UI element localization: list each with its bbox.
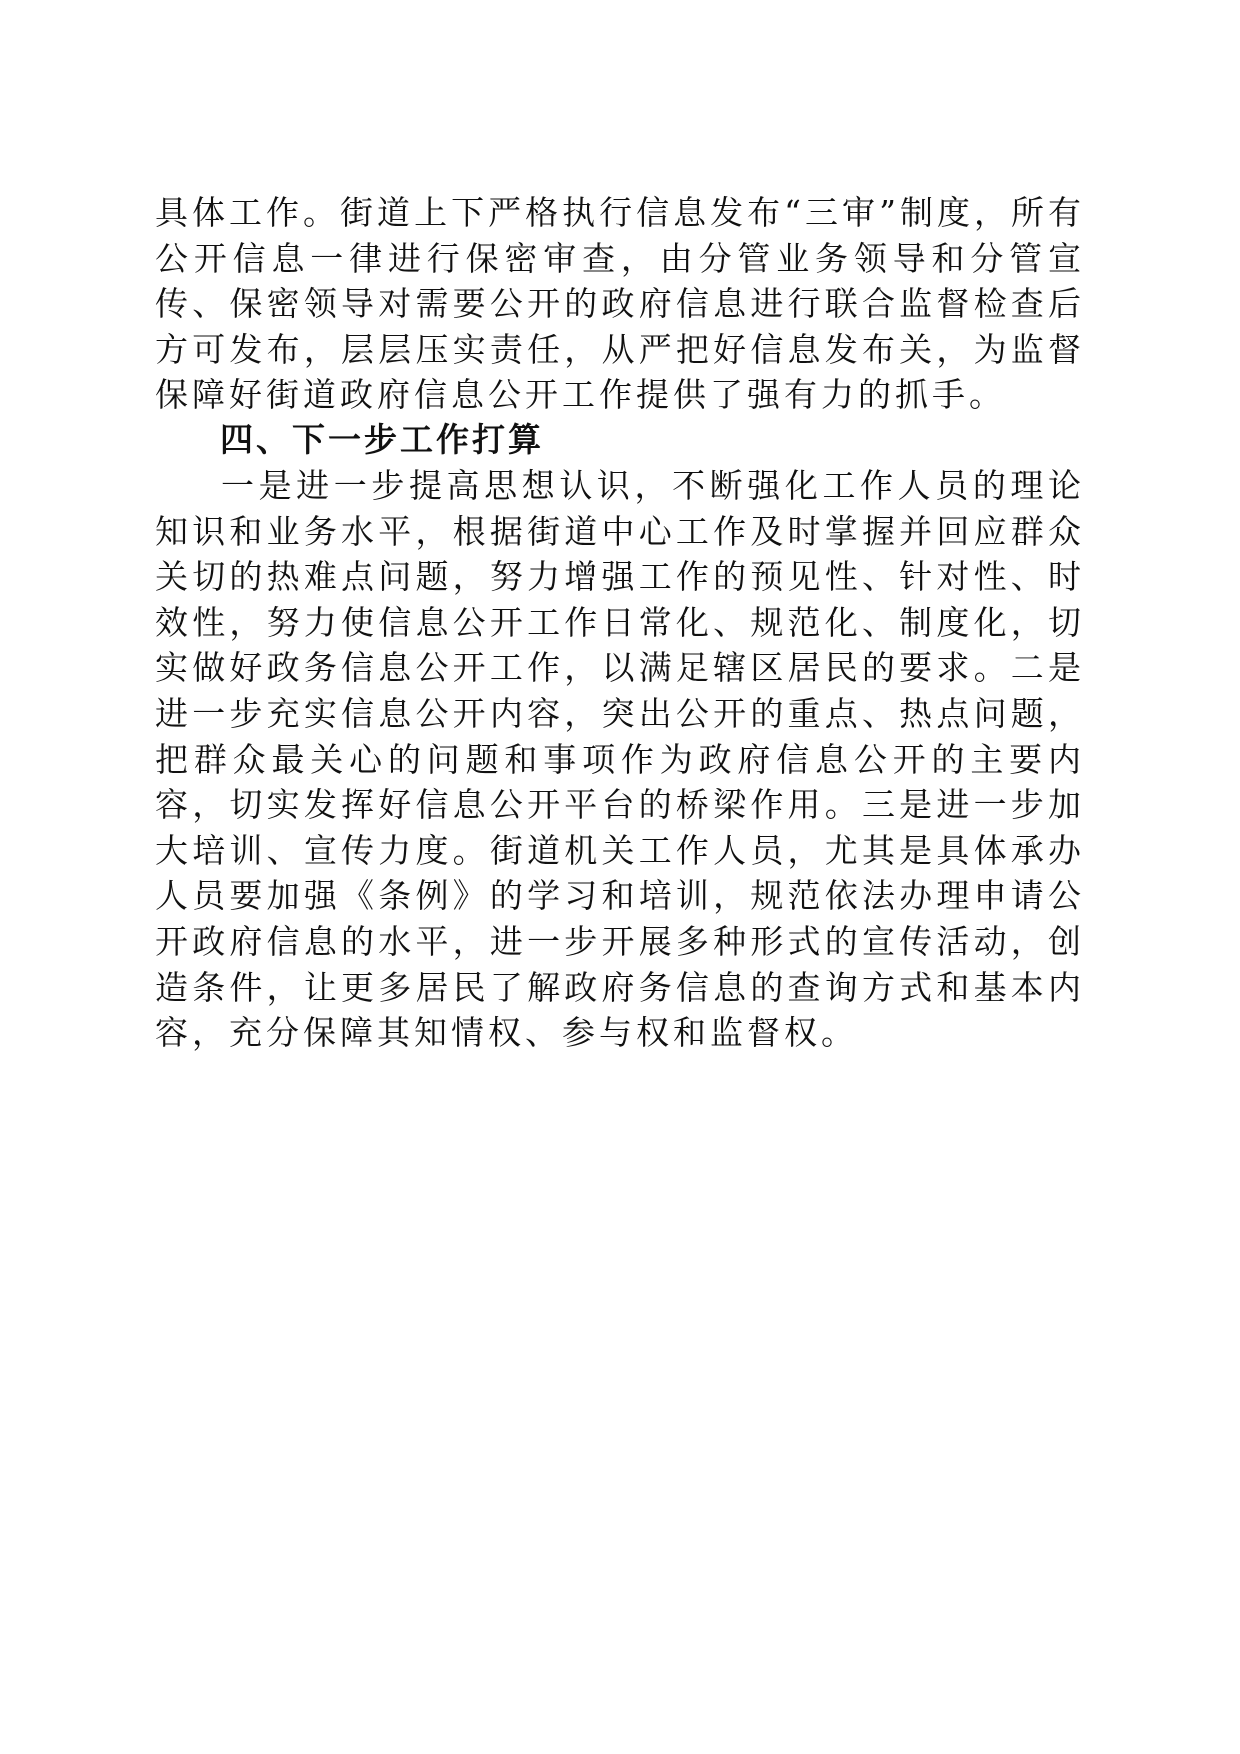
section-heading: 四、下一步工作打算 bbox=[220, 420, 544, 459]
body-paragraph-2: 一是进一步提高思想认识，不断强化工作人员的理论知识和业务水平，根据街道中心工作及时掌握并回应群众关切的热难点问题，努力增强工作的预见性、针对性、时效性，努力使信息公开工作日常化、规范化、制度化，切实做好政务信息公开工作，以满足辖区居民的要求。二是进一步充实信息公开内容，突出公开的重点、热点问题，把群众最关心的问题和事项作为政府信息公开的主要内容，切实发挥好信息公开平台的桥梁作用。三是进一步加大培训、宣传力度。街道机关工作人员，尤其是具体承办人员要加强《条例》的学习和培训，规范依法办理申请公开政府信息的水平，进一步开展多种形式的宣传活动，创造条件，让更多居民了解政府务信息的查询方式和基本内容，充分保障其知情权、参与权和监督权。 bbox=[155, 466, 1085, 1053]
body-paragraph-1: 具体工作。街道上下严格执行信息发布“三审”制度，所有公开信息一律进行保密审查，由分管业务领导和分管宣传、保密领导对需要公开的政府信息进行联合监督检查后方可发布，层层压实责任，从严把好信息发布关，为监督保障好街道政府信息公开工作提供了强有力的抓手。 bbox=[155, 193, 1085, 415]
